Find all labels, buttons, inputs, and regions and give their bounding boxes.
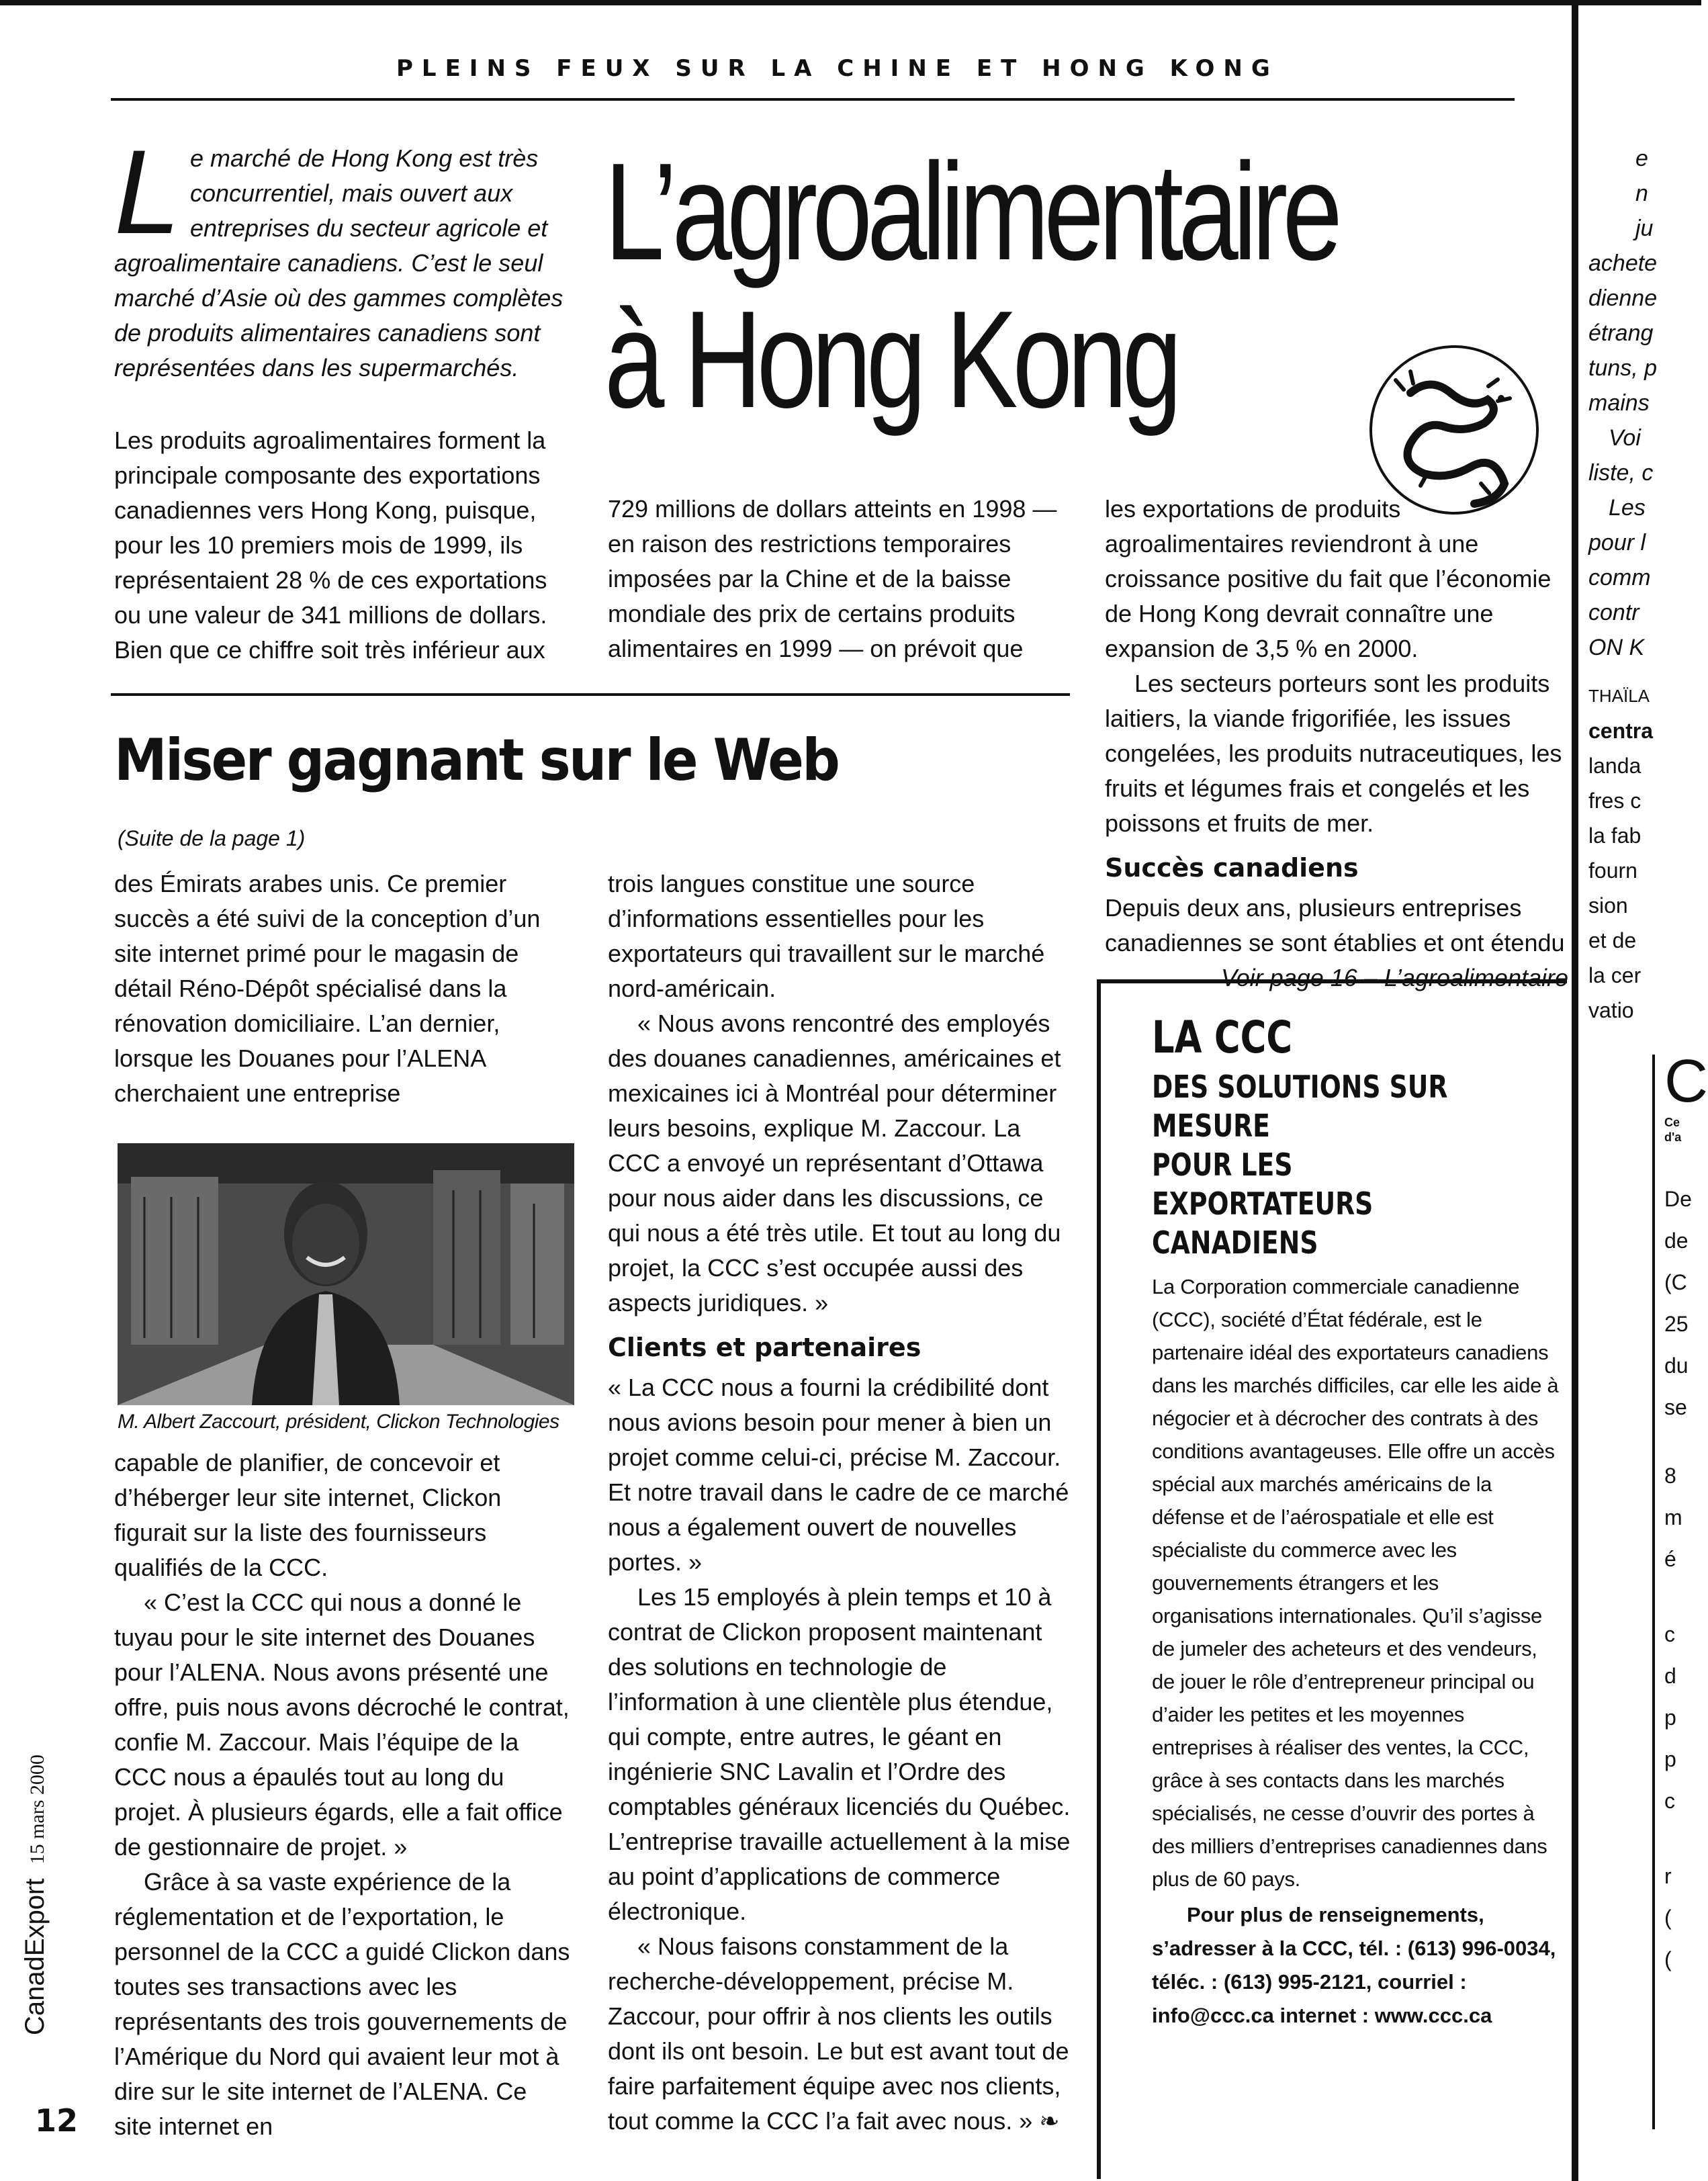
ccc-box-content: [1152, 1011, 1562, 2033]
web-col2-p3: « La CCC nous a fourni la crédibilité dont nous avions besoin pour mener à bien un projet comme celui-ci, précise M. Zaccour. Et notre travail dans le cadre de ce marché nous a également ouvert de nouvelles portes. »: [608, 1374, 1069, 1576]
adjacent-box-frag: (: [1664, 1947, 1672, 1971]
lead-col3-p2: Les secteurs porteurs sont les produits laitiers, la viande frigorifiée, les issues congelées, les produits nutraceutiques, les fruits et légumes frais et congelés et les poissons et fruits de mer.: [1105, 670, 1562, 837]
adjacent-page-fragments-2: [1588, 678, 1696, 1028]
adjacent-frag: la cer: [1588, 963, 1642, 987]
web-col2-p5: [608, 1929, 1071, 2139]
web-col1-bottom: [114, 1445, 571, 2144]
adjacent-frag: pour l: [1588, 530, 1646, 555]
header-rule: [111, 98, 1515, 101]
footer-publication-name: CanadExport: [20, 1878, 50, 2035]
lead-col2: 729 millions de dollars atteints en 1998 — en raison des restrictions temporaires imposées par la Chine et de la baisse mondiale des prix de certains produits alimentaires en 1999 — on prévoit que: [608, 495, 1057, 662]
adjacent-box-border: [1652, 1055, 1655, 2129]
adjacent-frag: vatio: [1588, 998, 1634, 1022]
adjacent-box-frag: De: [1664, 1187, 1692, 1211]
adjacent-box-frag: p: [1664, 1747, 1676, 1771]
adjacent-box-frag: m: [1664, 1505, 1682, 1529]
lead-col1: Les produits agroalimentaires forment la principale composante des exportations canadiennes vers Hong Kong, puisque, pour les 10 premiers mois de 1999, ils représentaient 28 % de ces exportations ou une valeur de 341 millions de dollars. Bien que ce chiffre soit très inférieur aux: [114, 427, 547, 664]
adjacent-box-frag: é: [1664, 1547, 1676, 1571]
ccc-subtitle: [1152, 1067, 1488, 1262]
end-mark-icon: ❧: [1039, 2107, 1060, 2135]
ccc-contact-l2: s’adresser à la CCC, tél. : (613) 996-0034,: [1152, 1937, 1556, 1960]
web-col1-p2: capable de planifier, de concevoir et d’héberger leur site internet, Clickon figurait sur la liste des fournisseurs qualifiés de la CCC.: [114, 1449, 502, 1581]
web-col1-p3: « C’est la CCC qui nous a donné le tuyau pour le site internet des Douanes pour l’ALENA. Nous avons présenté une offre, puis nous avons décroché le contrat, confie M. Zaccour. Mais l’équipe de la CCC nous a épaulés tout au long du projet. À plusieurs égards, elle a fait office de gestionnaire de projet. »: [114, 1589, 570, 1861]
adjacent-frag: THAÏLA: [1588, 686, 1650, 706]
ccc-subtitle-l2: POUR LES EXPORTATEURS: [1152, 1147, 1374, 1222]
web-subhead: Clients et partenaires: [608, 1333, 922, 1362]
lead-col3: [1105, 492, 1568, 995]
adjacent-box-frag: c: [1664, 1789, 1675, 1813]
web-col2-p5-text: « Nous faisons constamment de la recherche-développement, précise M. Zaccour, pour offrir à nos clients les outils dont ils ont besoin. Le but est avant tout de faire parfaitement équipe avec nos clients, tout comme la CCC l’a fait avec nous. »: [608, 1932, 1069, 2135]
adjacent-frag: sion: [1588, 893, 1628, 918]
ccc-contact-l4: info@ccc.ca internet : www.ccc.ca: [1152, 2004, 1492, 2027]
lead-title-line1: L’agroalimentaire: [604, 134, 1338, 289]
web-col1-top: des Émirats arabes unis. Ce premier succès a été suivi de la conception d’un site internet primé pour le magasin de détail Réno-Dépôt spécialisé dans la rénovation domiciliaire. L’an dernier, lorsque les Douanes pour l’ALENA cherchaient une entreprise: [114, 870, 541, 1107]
lead-continued: Voir page 16 – L’agroalimentaire: [1220, 964, 1568, 991]
adjacent-frag: achete: [1588, 251, 1658, 276]
portrait-photo: [118, 1143, 574, 1405]
lead-intro-text: e marché de Hong Kong est très concurrentiel, mais ouvert aux entreprises du secteur agricole et agroalimentaire canadiens. C’est le seul marché d’Asie où des gammes complètes de produits alimentaires canadiens sont représentées dans les supermarchés.: [114, 144, 564, 382]
web-continued-from: (Suite de la page 1): [118, 826, 306, 850]
ccc-subtitle-l1: DES SOLUTIONS SUR MESURE: [1152, 1069, 1448, 1144]
adjacent-box-frag: Ce: [1664, 1116, 1680, 1129]
ccc-contact: [1152, 1898, 1562, 2033]
section-header: PLEINS FEUX SUR LA CHINE ET HONG KONG: [396, 55, 1279, 82]
drop-cap: L: [114, 125, 181, 259]
adjacent-box-frag: (: [1664, 1906, 1672, 1930]
adjacent-frag: mains: [1588, 390, 1650, 416]
ccc-body: La Corporation commerciale canadienne (CCC), société d’État fédérale, est le partenaire idéal des exportateurs canadiens dans les marchés difficiles, car elle les aide à négocier et à décrocher des contrats à des conditions avantageuses. Elle offre un accès spécial aux marchés américains de la défense et de l’aérospatiale et elle est spécialiste du commerce avec les gouvernements étrangers et les organisations internationales. Qu’il s’agisse de jumeler des acheteurs et des vendeurs, de jouer le rôle d’entrepreneur principal ou d’aider les petites et les moyennes entreprises à réaliser des ventes, la CCC, grâce à ses contacts dans les marchés spécialisés, ne cesse d’ouvrir des portes à des milliers d’entreprises canadiennes dans plus de 60 pays.: [1152, 1275, 1559, 1891]
lead-intro: [114, 125, 578, 386]
adjacent-frag: e: [1635, 146, 1648, 171]
page-number: 12: [35, 2102, 79, 2139]
adjacent-frag: ju: [1635, 216, 1654, 241]
web-col2-p2: « Nous avons rencontré des employés des douanes canadiennes, américaines et mexicaines ici à Montréal pour déterminer leurs besoins, explique M. Zaccour. La CCC a envoyé un représentant d’Ottawa pour nous aider dans les discussions, ce qui nous a été très utile. Et tout au long du projet, la CCC s’est occupée aussi des aspects juridiques. »: [608, 1010, 1061, 1317]
adjacent-box-frag: de: [1664, 1229, 1689, 1253]
adjacent-frag: fourn: [1588, 858, 1637, 883]
web-col1-p4: Grâce à sa vaste expérience de la réglementation et de l’exportation, le personnel de la CCC a guidé Clickon dans toutes ses transactions avec les représentants des trois gouvernements de l’Amérique du Nord qui avaient leur mot à dire sur le site internet de l’ALENA. Ce site internet en: [114, 1868, 570, 2140]
web-title: Miser gagnant sur le Web: [114, 727, 839, 794]
adjacent-frag: centra: [1588, 719, 1654, 743]
adjacent-box-frag: se: [1664, 1395, 1687, 1419]
page-gutter: [1572, 0, 1578, 2181]
adjacent-frag: Voi: [1609, 425, 1641, 451]
adjacent-frag: la fab: [1588, 824, 1642, 848]
ccc-contact-l1: Pour plus de renseignements,: [1187, 1903, 1484, 1926]
lead-title: [604, 134, 1338, 437]
ccc-contact-l3: téléc. : (613) 995-2121, courriel :: [1152, 1970, 1467, 1994]
adjacent-box-frag: du: [1664, 1353, 1689, 1378]
adjacent-box-frag: 8: [1664, 1464, 1676, 1488]
lead-col3-p3: Depuis deux ans, plusieurs entreprises canadiennes se sont établies et ont étendu: [1105, 894, 1565, 956]
adjacent-page-fragments: [1588, 141, 1696, 665]
adjacent-box-frag: 25: [1664, 1312, 1689, 1336]
adjacent-box-fragments: [1664, 1048, 1708, 1980]
web-col2: [608, 866, 1071, 2139]
adjacent-frag: et de: [1588, 928, 1637, 952]
adjacent-frag: comm: [1588, 565, 1651, 590]
adjacent-frag: étrang: [1588, 320, 1654, 346]
footer-date: 15 mars 2000: [26, 1754, 48, 1865]
adjacent-frag: contr: [1588, 600, 1639, 625]
ccc-title: LA CCC: [1152, 1012, 1293, 1063]
lead-col3-p1: les exportations de produits agroalimentaires reviendront à une croissance positive du fait que l’économie de Hong Kong devrait connaître une expansion de 3,5 % en 2000.: [1105, 495, 1552, 662]
top-border: [0, 0, 1701, 5]
adjacent-box-frag: r: [1664, 1864, 1672, 1888]
adjacent-frag: Les: [1609, 495, 1646, 521]
adjacent-box-frag: c: [1664, 1622, 1675, 1646]
adjacent-frag: dienne: [1588, 285, 1658, 311]
adjacent-box-frag: C: [1664, 1048, 1708, 1115]
adjacent-box-frag: d: [1664, 1664, 1676, 1688]
footer-publication: [20, 1498, 50, 2035]
adjacent-frag: ON K: [1588, 635, 1645, 660]
adjacent-box-frag: (C: [1664, 1270, 1687, 1294]
article-divider: [111, 693, 1070, 696]
web-col2-p1: trois langues constitue une source d’informations essentielles pour les exportateurs qui travaillent sur le marché nord-américain.: [608, 870, 1045, 1002]
lead-title-line2: à Hong Kong: [604, 282, 1177, 437]
web-col2-p4: Les 15 employés à plein temps et 10 à contrat de Clickon proposent maintenant des solutions en technologie de l’information à une clientèle plus étendue, qui compte, entre autres, le géant en ingénierie SNC Lavalin et l’Ordre des comptables généraux licenciés du Québec. L’entreprise travaille actuellement à la mise au point d’applications de commerce électronique.: [608, 1583, 1071, 1925]
photo-caption: M. Albert Zaccourt, président, Clickon Technologies: [118, 1411, 559, 1433]
adjacent-frag: tuns, p: [1588, 355, 1658, 381]
lead-subhead: Succès canadiens: [1105, 853, 1359, 883]
ccc-subtitle-l3: CANADIENS: [1152, 1225, 1318, 1261]
adjacent-frag: fres c: [1588, 789, 1642, 813]
adjacent-box-frag: d'a: [1664, 1130, 1682, 1144]
adjacent-frag: liste, c: [1588, 460, 1654, 486]
adjacent-frag: landa: [1588, 754, 1642, 778]
adjacent-frag: n: [1635, 181, 1648, 206]
adjacent-box-frag: p: [1664, 1705, 1676, 1730]
